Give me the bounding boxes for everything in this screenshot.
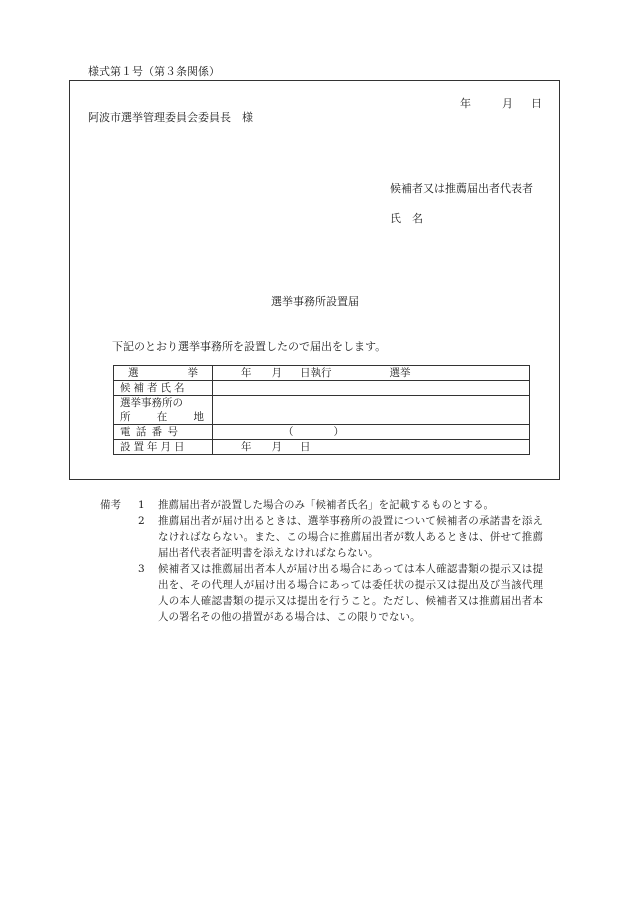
election-label: 選 挙 xyxy=(114,366,213,381)
form-number-label: 様式第１号（第３条関係） xyxy=(88,65,220,78)
intro-text: 下記のとおり選挙事務所を設置したので届出をします。 xyxy=(112,340,387,353)
table-row xyxy=(114,381,530,396)
office-address-label: 選挙事務所の 所 在 地 xyxy=(114,396,213,425)
note-number: 1 xyxy=(138,499,145,511)
table-row xyxy=(114,440,530,455)
table-row xyxy=(114,425,530,440)
note-text: 推薦届出者が設置した場合のみ「候補者氏名」を記載するものとする。 xyxy=(158,499,494,511)
notes-heading: 備考 xyxy=(100,499,121,511)
candidate-name-label: 候補者氏名 xyxy=(114,381,213,396)
form-table xyxy=(113,365,530,455)
date-month: 月 xyxy=(502,97,513,110)
applicant-role: 候補者又は推薦届出者代表者 xyxy=(390,182,533,195)
note-item xyxy=(100,561,543,625)
note-item xyxy=(100,513,543,561)
note-number: 3 xyxy=(138,563,145,575)
note-number: 2 xyxy=(138,515,145,527)
table-row xyxy=(114,366,530,381)
established-date-label: 設置年月日 xyxy=(114,440,213,455)
note-item xyxy=(100,497,543,513)
established-date-value[interactable]: 年 月 日 xyxy=(213,440,530,455)
date-year: 年 xyxy=(460,97,471,110)
election-value[interactable]: 年 月 日執行 選挙 xyxy=(213,366,530,381)
note-text: 候補者又は推薦届出者本人が届け出る場合にあっては本人確認書類の提示又は提出を、その代理人が届け出る場合にあっては委任状の提示又は提出及び当該代理人の本人確認書類の提示又は提出を行うこと。ただし、候補者又は推薦届出者本人の署名その他の措置がある場合は、この限りでない。 xyxy=(158,563,543,623)
phone-label: 電 話 番 号 xyxy=(114,425,213,440)
addressee: 阿波市選挙管理委員会委員長 様 xyxy=(88,111,253,124)
table-row xyxy=(114,396,530,425)
document-title: 選挙事務所設置届 xyxy=(271,295,359,308)
note-text: 推薦届出者が届け出るときは、選挙事務所の設置について候補者の承諾書を添えなければならない。また、この場合に推薦届出者が数人あるときは、併せて推薦届出者代表者証明書を添えなければならない。 xyxy=(158,515,543,559)
date-day: 日 xyxy=(531,97,542,110)
office-address-value[interactable] xyxy=(213,396,530,425)
applicant-name-label: 氏 名 xyxy=(390,212,423,225)
submission-date xyxy=(460,95,542,111)
phone-value[interactable]: （ ） xyxy=(213,425,530,440)
notes-section xyxy=(100,497,543,625)
candidate-name-value[interactable] xyxy=(213,381,530,396)
